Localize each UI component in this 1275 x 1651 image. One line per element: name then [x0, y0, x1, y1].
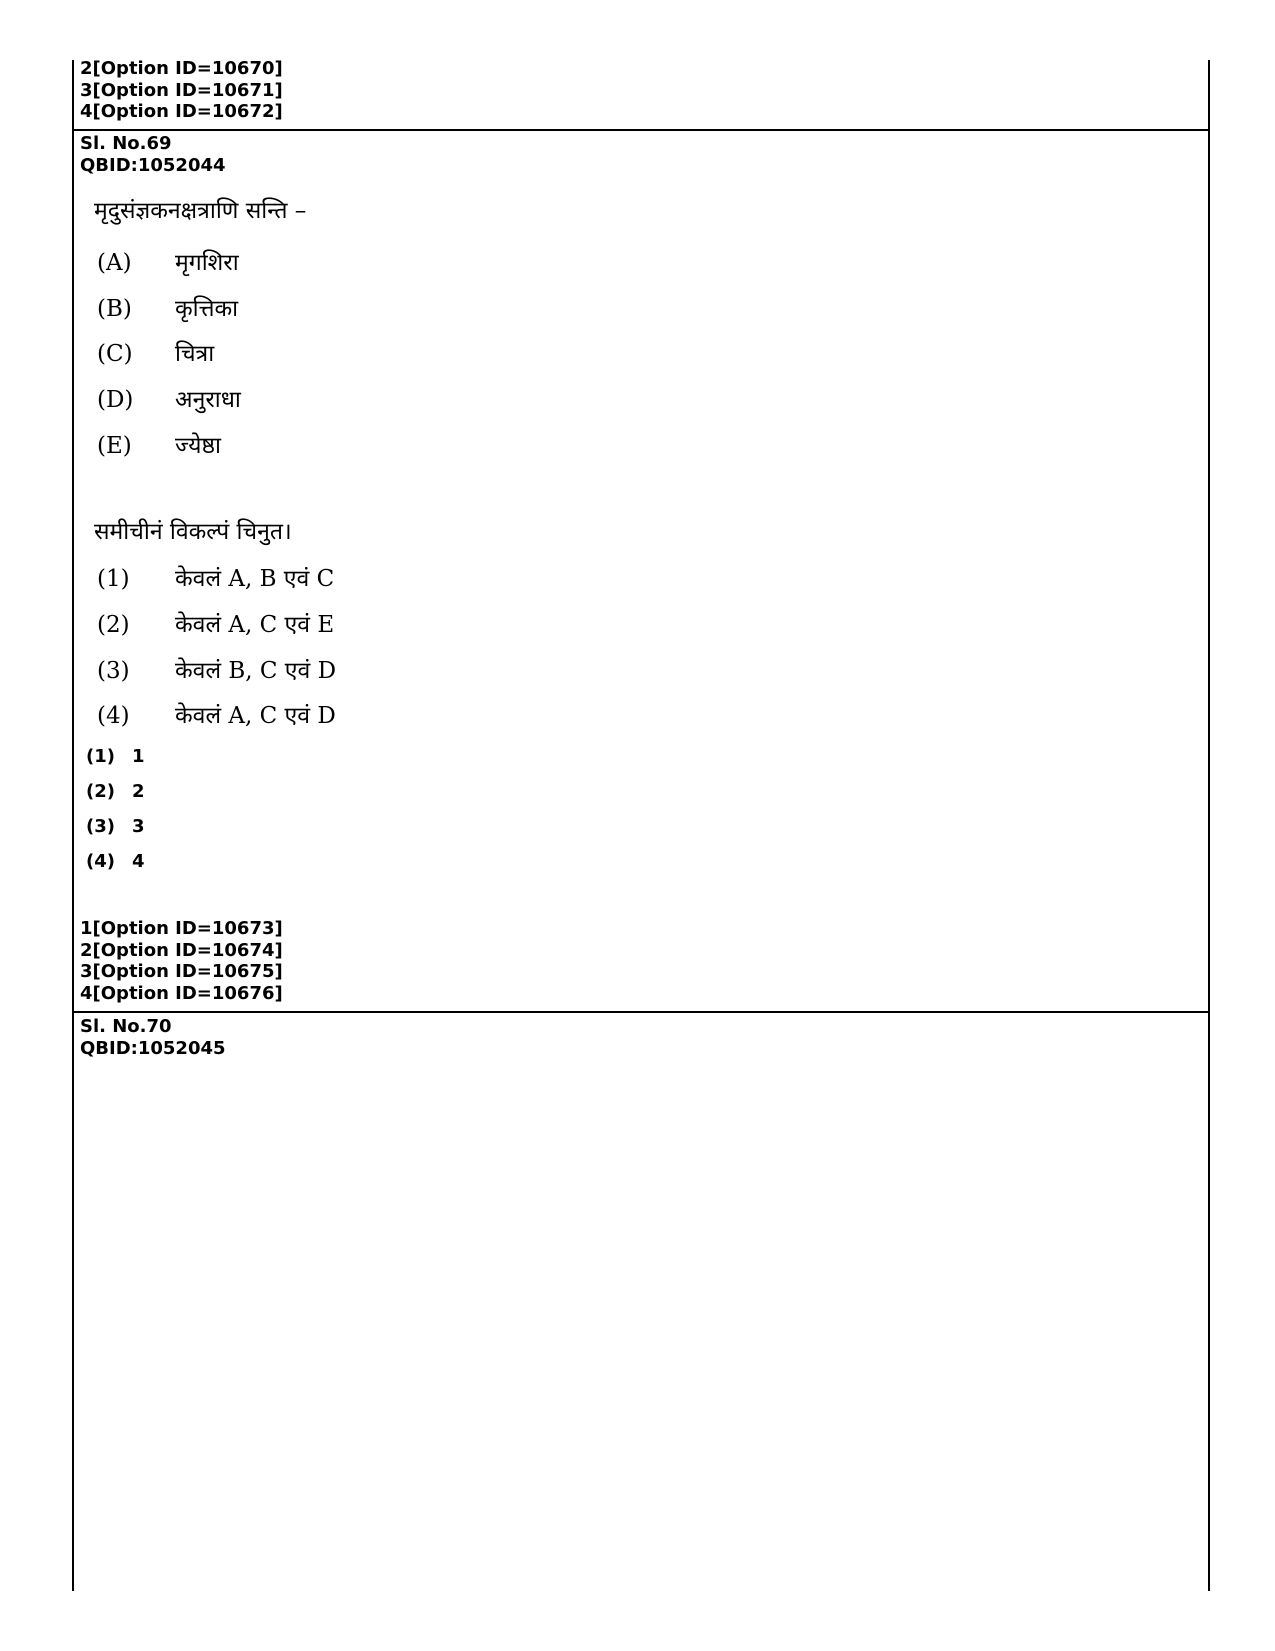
answer-label: (4): [97, 703, 130, 729]
statement-item: [97, 428, 221, 460]
statement-item: [97, 382, 241, 414]
page-frame: [72, 60, 1210, 1591]
answer-option: [97, 698, 336, 730]
statement-item: [97, 245, 239, 277]
item-text: अनुराधा: [175, 387, 241, 413]
choice-value: 4: [132, 851, 145, 872]
answer-option: [97, 653, 336, 685]
item-label: (C): [97, 341, 133, 367]
answer-text: केवलं B, C एवं D: [175, 658, 337, 684]
choice-value: 1: [132, 746, 145, 767]
item-text: मृगशिरा: [175, 250, 239, 276]
item-label: (D): [97, 387, 134, 413]
item-text: कृत्तिका: [175, 296, 239, 322]
choice-row: [86, 781, 145, 802]
serial-number: Sl. No.69: [80, 133, 172, 154]
question-instruction: समीचीनं विकल्पं चिनुत।: [94, 519, 292, 545]
option-id-line: 3[Option ID=10671]: [80, 79, 283, 101]
question-header: [80, 133, 226, 176]
statement-item: [97, 291, 238, 323]
answer-option: [97, 607, 334, 639]
option-id-line: 3[Option ID=10675]: [80, 961, 283, 983]
choice-number: (3): [86, 816, 115, 837]
question-header: [80, 1016, 226, 1059]
choice-value: 3: [132, 816, 145, 837]
item-text: चित्रा: [175, 341, 215, 367]
answer-label: (3): [97, 658, 130, 684]
item-label: (E): [97, 433, 132, 459]
option-id-line: 4[Option ID=10672]: [80, 101, 283, 123]
section-divider: [72, 1011, 1210, 1013]
qbid: QBID:1052045: [80, 1037, 226, 1059]
answer-text: केवलं A, C एवं E: [175, 612, 335, 638]
answer-text: केवलं A, B एवं C: [175, 566, 335, 592]
option-id-line: 2[Option ID=10670]: [80, 58, 283, 79]
option-ids: [80, 918, 283, 1005]
answer-label: (1): [97, 566, 130, 592]
statement-item: [97, 336, 214, 368]
answer-option: [97, 561, 334, 593]
answer-text: केवलं A, C एवं D: [175, 703, 336, 729]
option-id-line: 2[Option ID=10674]: [80, 939, 283, 961]
item-text: ज्येष्ठा: [175, 433, 221, 459]
answer-label: (2): [97, 612, 130, 638]
choice-number: (4): [86, 851, 115, 872]
section-divider: [72, 129, 1210, 131]
prev-option-ids: [80, 58, 283, 123]
item-label: (B): [97, 296, 132, 322]
choice-row: [86, 746, 145, 767]
option-id-line: 4[Option ID=10676]: [80, 983, 283, 1005]
qbid: QBID:1052044: [80, 154, 226, 176]
option-id-line: 1[Option ID=10673]: [80, 918, 283, 939]
item-label: (A): [97, 250, 132, 276]
choice-number: (1): [86, 746, 115, 767]
choice-value: 2: [132, 781, 145, 802]
choice-row: [86, 816, 145, 837]
choice-row: [86, 851, 145, 872]
question-stem: मृदुसंज्ञकनक्षत्राणि सन्ति –: [94, 198, 307, 224]
choice-number: (2): [86, 781, 115, 802]
serial-number: Sl. No.70: [80, 1016, 172, 1037]
